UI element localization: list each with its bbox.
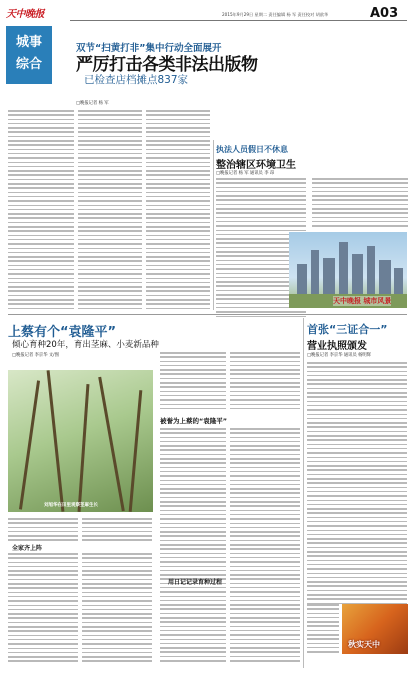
- page-number: A03: [370, 6, 399, 21]
- story2-subheading-3: 用日记记录育种过程: [168, 579, 223, 586]
- lead-kicker: 双节“扫黄打非”集中行动全面展开: [76, 43, 222, 54]
- side1-headline: 整治辖区环境卫生: [216, 160, 296, 171]
- lead-text-col-3: [146, 110, 210, 312]
- lead-headline: 严厉打击各类非法出版物: [76, 55, 258, 75]
- city-skyline-photo: [289, 232, 407, 308]
- lead-text-col-1: [8, 110, 74, 312]
- section-label-line2: 综合: [15, 57, 42, 72]
- side1-byline: □晚报记者 杨 军 通讯员 李 昂: [216, 171, 275, 176]
- story2-text-col-8: [82, 553, 152, 665]
- section-label-box: [6, 26, 52, 84]
- skyline-caption: 天中晚报 城市风景: [333, 297, 392, 305]
- story2-text-col-1: [160, 352, 226, 412]
- story2-subheading-2: 全家齐上阵: [12, 545, 43, 552]
- story2-text-col-5: [8, 518, 78, 544]
- story2-byline: □晚报记者 李京华 文/图: [12, 353, 59, 358]
- story3-text-col-2: [307, 604, 339, 656]
- story2-headline: 上蔡有个“袁隆平”: [8, 325, 117, 340]
- story3-subhead: 营业执照颁发: [307, 341, 367, 352]
- autumn-photo: [342, 604, 408, 654]
- lead-subhead: 已检查店档摊点837家: [84, 74, 189, 86]
- plant-photo-caption: 刘旭华在田里观察茎麻生长: [44, 503, 98, 508]
- column-rule-right: [303, 318, 304, 668]
- story2-text-col-4: [230, 428, 300, 664]
- story2-text-col-7: [8, 553, 78, 665]
- column-rule: [213, 140, 214, 310]
- newspaper-logo: 天中晚报: [6, 9, 44, 20]
- autumn-photo-caption: 秋实天中: [348, 640, 380, 649]
- story3-byline: □晚报记者 李京华 通讯员 杨明辉: [307, 353, 372, 358]
- section-divider: [8, 314, 407, 315]
- story2-subhead: 倾心育种20年，育出茎麻、小麦新品种: [12, 340, 159, 350]
- side1-text-col-2: [312, 178, 408, 230]
- story2-subheading-1: 被誉为上蔡的“袁隆平”: [160, 417, 228, 425]
- story2-text-col-6: [82, 518, 152, 544]
- side1-kicker: 执法人员假日不休息: [216, 145, 288, 154]
- lead-byline: □晚报记者 杨 军: [76, 101, 109, 106]
- story2-text-col-2: [230, 352, 300, 412]
- lead-text-col-2: [78, 110, 142, 312]
- story3-headline: 首张“三证合一”: [307, 323, 388, 336]
- section-label-line1: 城事: [15, 35, 42, 50]
- dateline: 2015年9月29日 星期二 责任编辑 杨 军 责任校对 胡歆华: [222, 12, 329, 17]
- story2-text-col-3: [160, 428, 226, 664]
- story3-text-col: [307, 362, 407, 607]
- top-rule: [70, 20, 407, 21]
- plant-photo: [8, 370, 153, 512]
